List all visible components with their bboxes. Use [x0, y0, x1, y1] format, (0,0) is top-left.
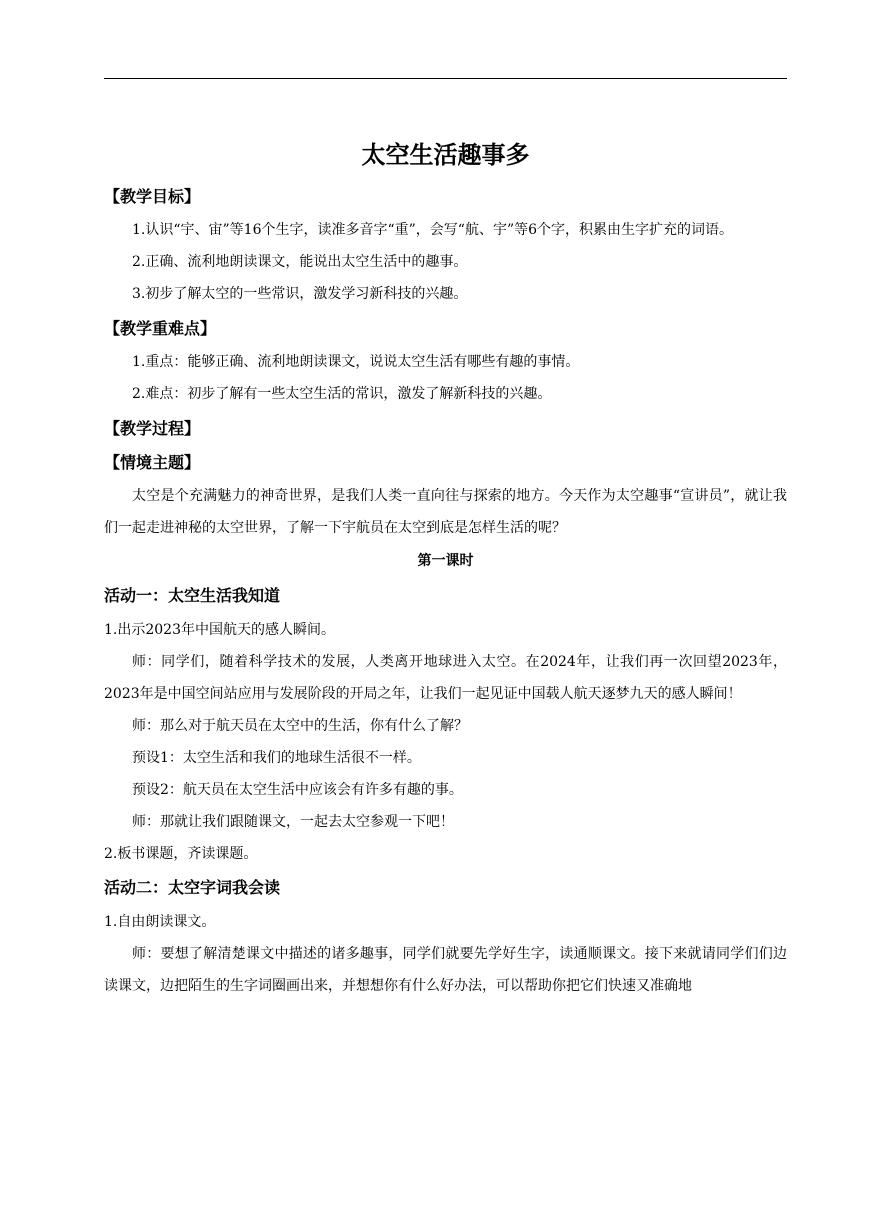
document-body — [104, 130, 787, 1002]
activity1-preset2: 预设2：航天员在太空生活中应该会有许多有趣的事。 — [132, 782, 463, 798]
lesson-label: 第一课时 — [417, 553, 474, 569]
keypoints-heading: 【教学重难点】 — [104, 319, 217, 338]
document-title: 太空生活趣事多 — [361, 141, 530, 169]
activity1-step1: 1.出示2023年中国航天的感人瞬间。 — [104, 622, 335, 638]
scenario-heading: 【情境主题】 — [104, 453, 201, 472]
activity1-teacher3: 师：那就让我们跟随课文，一起去太空参观一下吧！ — [132, 814, 454, 830]
goals-heading: 【教学目标】 — [104, 187, 201, 206]
activity1-heading: 活动一：太空生活我知道 — [104, 586, 281, 605]
activity1-step2: 2.板书课题，齐读课题。 — [104, 846, 258, 862]
scenario-text: 太空是个充满魅力的神奇世界，是我们人类一直向往与探索的地方。今天作为太空趣事“宣讲员”，就让我们一起走进神秘的太空世界，了解一下宇航员在太空到底是怎样生活的呢？ — [104, 488, 787, 536]
activity2-heading: 活动二：太空字词我会读 — [104, 878, 281, 897]
activity2-teacher1: 师：要想了解清楚课文中描述的诸多趣事，同学们就要先学好生字，读通顺课文。接下来就请同学们们边读课文，边把陌生的生字词圈画出来，并想想你有什么好办法，可以帮助你把它们快速又准确地 — [104, 946, 787, 994]
goal-item: 1.认识“宇、宙”等16个生字，读准多音字“重”，会写“航、宇”等6个字，积累由生字扩充的词语。 — [132, 222, 734, 238]
keypoint-item: 2.难点：初步了解有一些太空生活的常识，激发了解新科技的兴趣。 — [132, 386, 552, 402]
activity1-teacher2: 师：那么对于航天员在太空中的生活，你有什么了解？ — [132, 718, 468, 734]
goal-item: 3.初步了解太空的一些常识，激发学习新科技的兴趣。 — [132, 286, 468, 302]
activity2-step1: 1.自由朗读课文。 — [104, 914, 216, 930]
process-heading: 【教学过程】 — [104, 419, 201, 438]
activity1-preset1: 预设1：太空生活和我们的地球生活很不一样。 — [132, 750, 421, 766]
keypoint-item: 1.重点：能够正确、流利地朗读课文，说说太空生活有哪些有趣的事情。 — [132, 354, 580, 370]
goal-item: 2.正确、流利地朗读课文，能说出太空生活中的趣事。 — [132, 254, 468, 270]
activity1-teacher1: 师：同学们，随着科学技术的发展，人类离开地球进入太空。在2024年，让我们再一次回望2023年，2023年是中国空间站应用与发展阶段的开局之年，让我们一起见证中国载人航天逐梦九天的感人瞬间！ — [104, 654, 787, 702]
header-rule — [104, 78, 787, 79]
